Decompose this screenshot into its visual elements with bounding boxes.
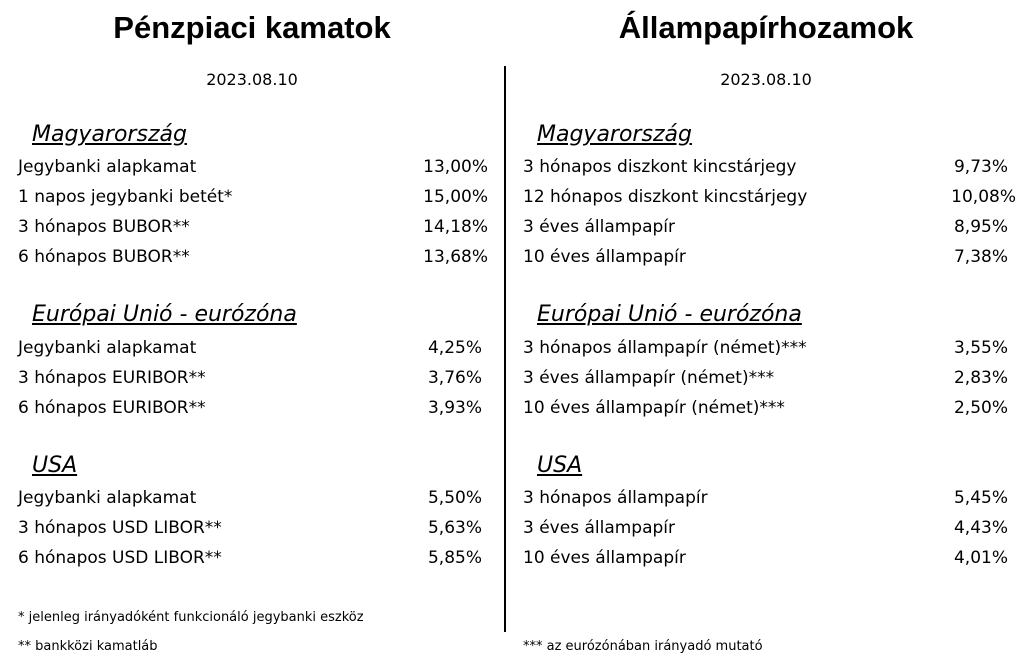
row-label: 3 hónapos BUBOR** (18, 217, 190, 237)
footnote: *** az eurózónában irányadó mutató (523, 639, 763, 654)
table-row (523, 396, 1008, 420)
section-title-eurozone: Európai Unió - eurózóna (32, 302, 297, 327)
row-value: 4,43% (953, 518, 1008, 538)
row-value: 5,85% (427, 548, 482, 568)
footnote: ** bankközi kamatláb (18, 639, 158, 654)
row-label: Jegybanki alapkamat (18, 488, 197, 508)
row-label: 3 éves állampapír (német)*** (523, 368, 775, 388)
table-row (18, 336, 482, 360)
section-title-usa: USA (537, 453, 583, 478)
row-value: 14,18% (423, 217, 488, 237)
row-label: 10 éves állampapír (523, 247, 686, 267)
row-value: 13,68% (423, 247, 488, 267)
table-row (18, 516, 482, 540)
row-label: 3 hónapos diszkont kincstárjegy (523, 157, 797, 177)
table-row (18, 245, 488, 269)
row-value: 5,50% (427, 488, 482, 508)
table-row (523, 245, 1008, 269)
row-value: 15,00% (423, 187, 488, 207)
row-label: 6 hónapos EURIBOR** (18, 398, 206, 418)
row-value: 10,08% (951, 187, 1016, 207)
row-label: Jegybanki alapkamat (18, 157, 197, 177)
table-row (18, 546, 482, 570)
date-label: 2023.08.10 (206, 70, 298, 89)
column-divider (504, 66, 506, 632)
section-title-hungary: Magyarország (32, 122, 187, 147)
table-row (18, 366, 482, 390)
row-label: 3 hónapos EURIBOR** (18, 368, 206, 388)
row-value: 4,25% (427, 338, 482, 358)
row-value: 8,95% (953, 217, 1008, 237)
row-value: 5,63% (427, 518, 482, 538)
row-value: 2,50% (953, 398, 1008, 418)
row-label: 3 éves állampapír (523, 217, 676, 237)
money-market-rates-panel (0, 0, 504, 662)
row-value: 9,73% (953, 157, 1008, 177)
page-title: Állampapírhozamok (618, 10, 914, 45)
table-row (523, 155, 1008, 179)
table-row (18, 185, 488, 209)
row-label: 10 éves állampapír (német)*** (523, 398, 785, 418)
date-label: 2023.08.10 (720, 70, 812, 89)
row-value: 13,00% (423, 157, 488, 177)
table-row (18, 486, 482, 510)
page-title: Pénzpiaci kamatok (113, 10, 391, 45)
footnote: * jelenleg irányadóként funkcionáló jegybanki eszköz (18, 610, 364, 625)
row-label: 12 hónapos diszkont kincstárjegy (523, 187, 808, 207)
table-row (523, 546, 1008, 570)
table-row (523, 336, 1008, 360)
government-bond-yields-panel (508, 0, 1024, 662)
table-row (523, 215, 1008, 239)
table-row (523, 486, 1008, 510)
row-label: 6 hónapos USD LIBOR** (18, 548, 222, 568)
row-value: 3,55% (953, 338, 1008, 358)
row-value: 4,01% (953, 548, 1008, 568)
row-value: 3,76% (427, 368, 482, 388)
row-value: 3,93% (427, 398, 482, 418)
row-label: 1 napos jegybanki betét* (18, 187, 233, 207)
row-label: 6 hónapos BUBOR** (18, 247, 190, 267)
row-value: 5,45% (953, 488, 1008, 508)
table-row (18, 396, 482, 420)
row-label: 3 éves állampapír (523, 518, 676, 538)
section-title-hungary: Magyarország (537, 122, 692, 147)
table-row (523, 516, 1008, 540)
row-label: 10 éves állampapír (523, 548, 686, 568)
table-row (18, 215, 488, 239)
row-value: 7,38% (953, 247, 1008, 267)
table-row (18, 155, 488, 179)
table-row (523, 185, 1016, 209)
row-label: 3 hónapos USD LIBOR** (18, 518, 222, 538)
row-label: Jegybanki alapkamat (18, 338, 197, 358)
table-row (523, 366, 1008, 390)
row-value: 2,83% (953, 368, 1008, 388)
row-label: 3 hónapos állampapír (német)*** (523, 338, 807, 358)
section-title-usa: USA (32, 453, 78, 478)
row-label: 3 hónapos állampapír (523, 488, 708, 508)
section-title-eurozone: Európai Unió - eurózóna (537, 302, 802, 327)
